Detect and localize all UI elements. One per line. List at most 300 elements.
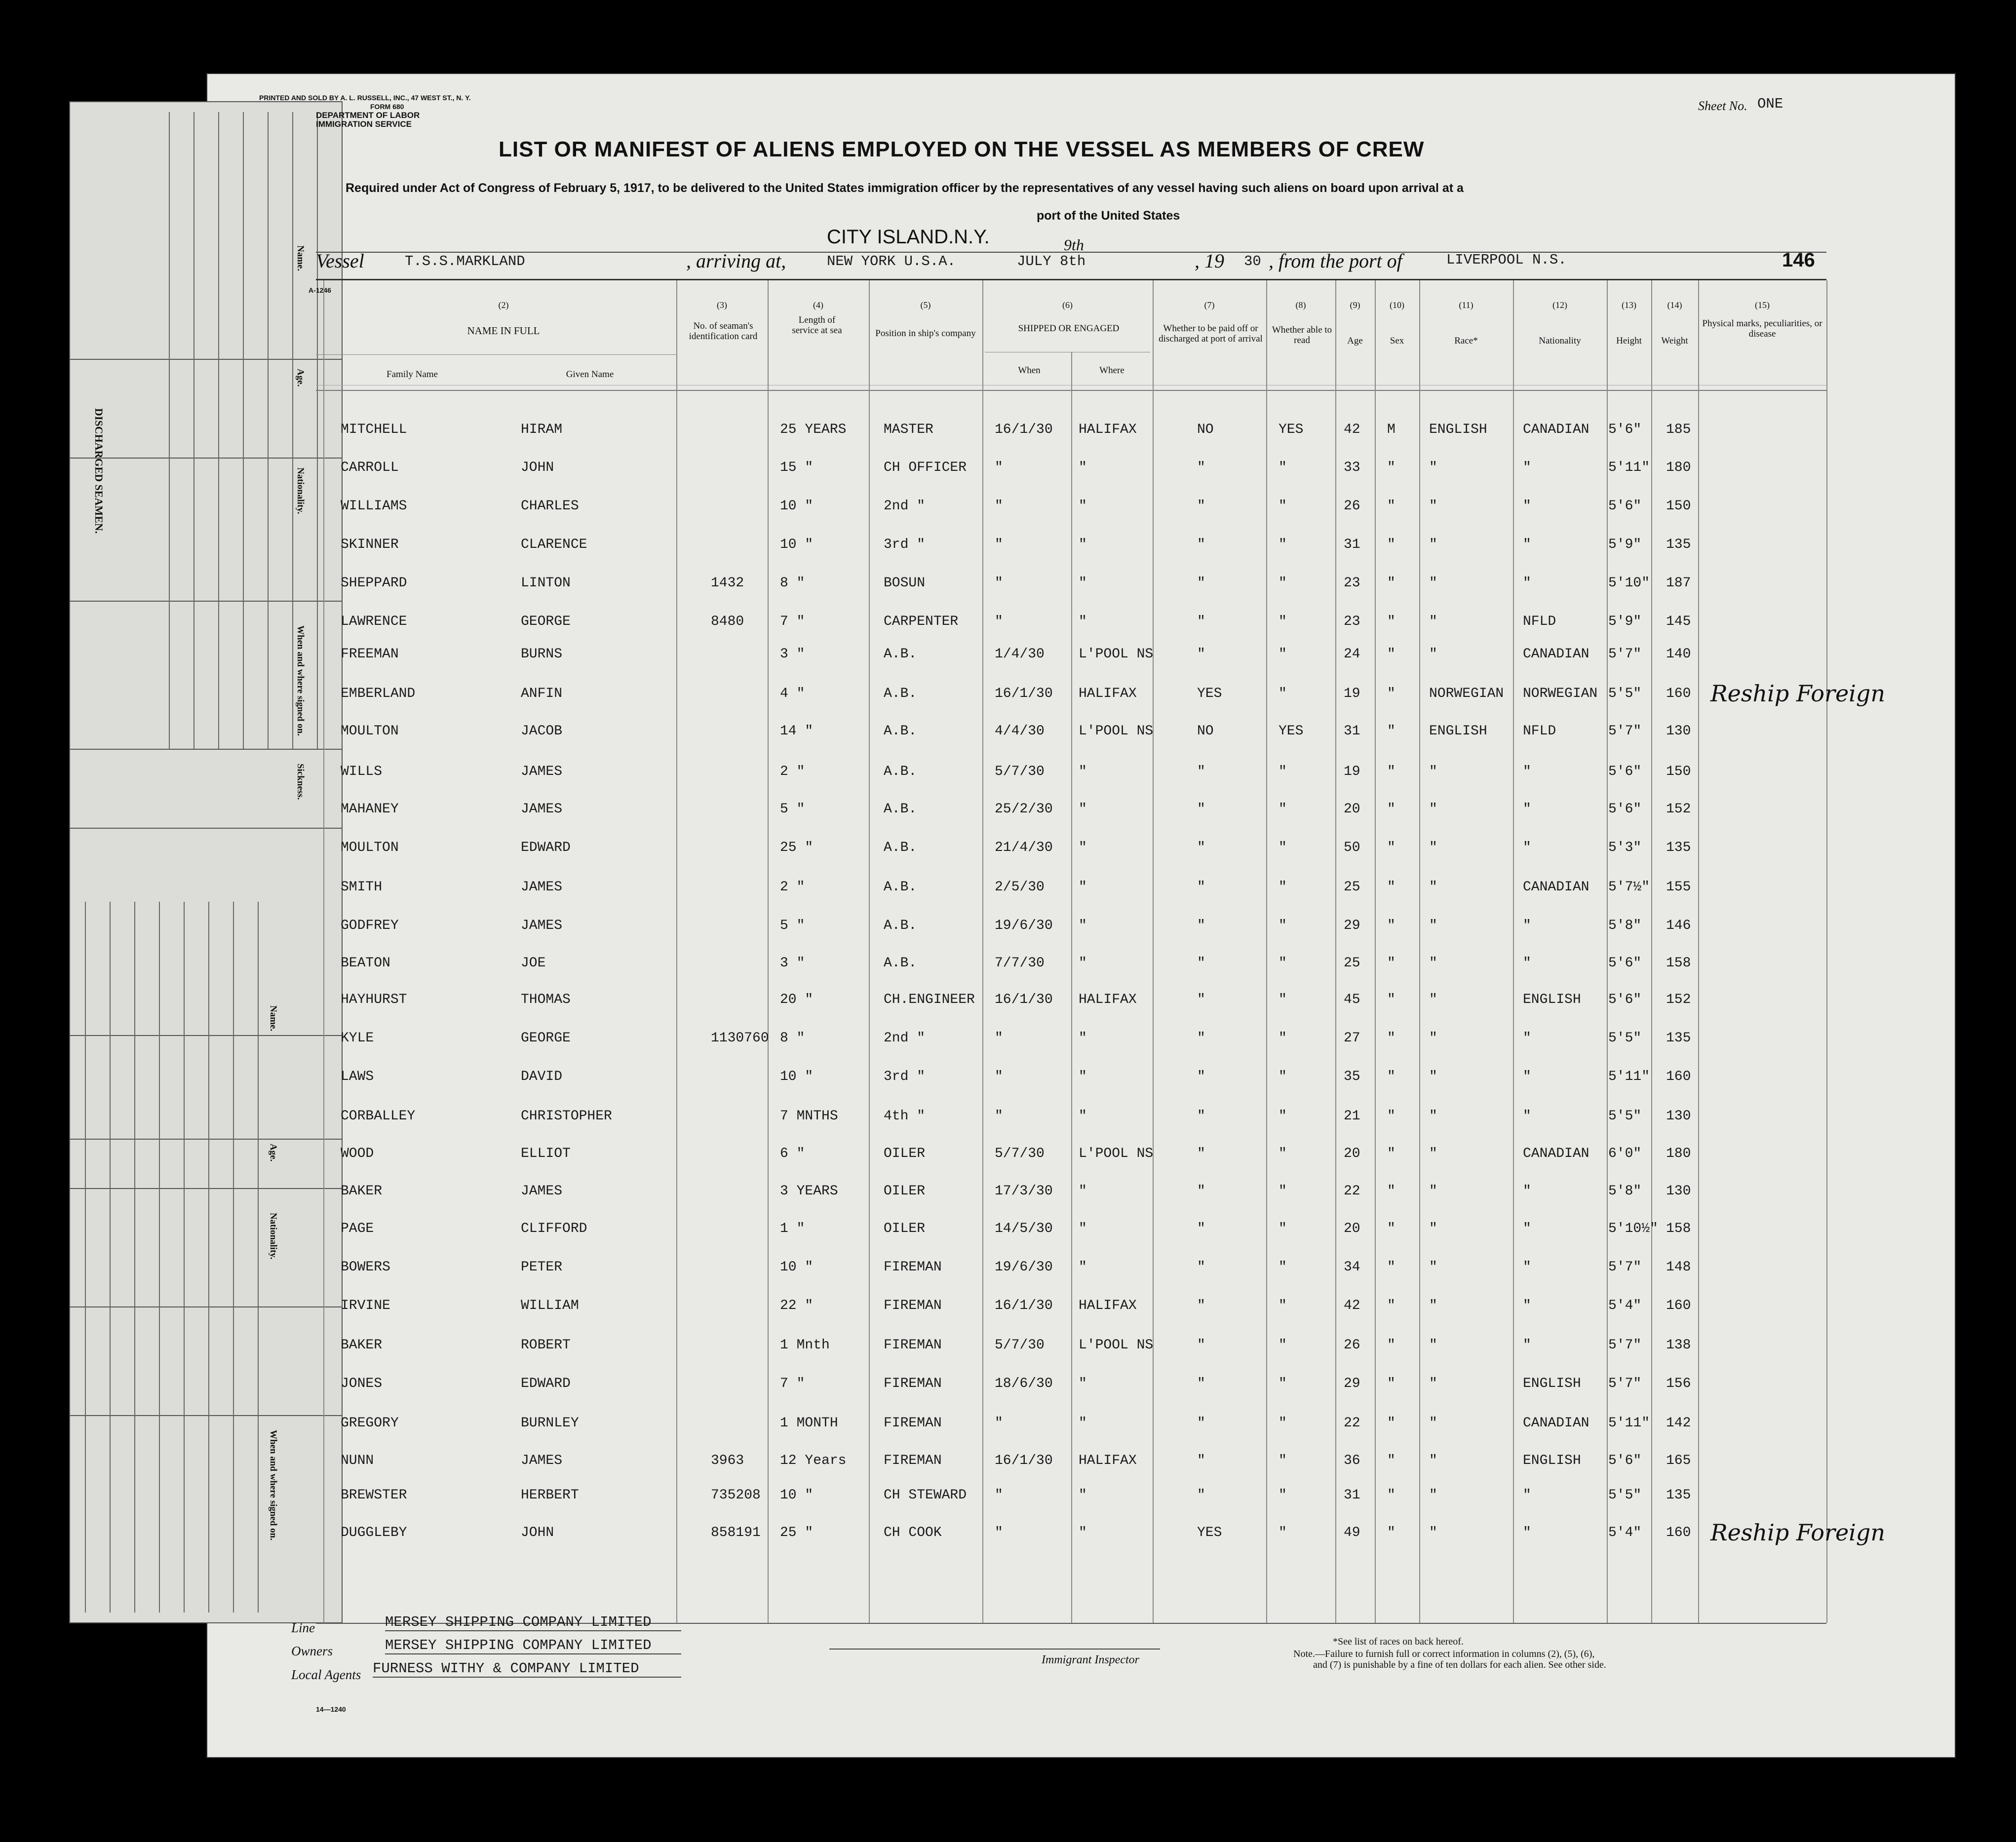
race-cell: " — [1429, 1338, 1437, 1353]
length-of-service-cell: 3 " — [780, 956, 805, 971]
height-cell: 5'6" — [1608, 422, 1642, 437]
age-cell: 25 — [1344, 956, 1360, 971]
shipped-when-cell: 17/3/30 — [995, 1184, 1053, 1199]
stub-label-name: Name. — [295, 245, 306, 271]
list-number: 146 — [1782, 249, 1815, 271]
nationality-cell: " — [1523, 499, 1531, 514]
age-cell: 29 — [1344, 1376, 1360, 1391]
given-name-cell: JOE — [521, 956, 546, 971]
position-cell: 3rd " — [884, 1069, 926, 1084]
age-cell: 31 — [1344, 537, 1360, 552]
age-cell: 42 — [1344, 1298, 1360, 1313]
nationality-cell: CANADIAN — [1523, 1416, 1590, 1431]
race-cell: " — [1429, 918, 1437, 933]
given-name-cell: JACOB — [521, 724, 563, 739]
height-cell: 5'11" — [1608, 1069, 1650, 1084]
length-of-service-cell: 14 " — [780, 724, 814, 739]
given-name-cell: HIRAM — [521, 422, 563, 437]
age-cell: 24 — [1344, 647, 1360, 662]
family-name-cell: EMBERLAND — [341, 686, 416, 701]
stub-label-sickness: Sickness. — [295, 764, 306, 800]
length-of-service-cell: 7 MNTHS — [780, 1109, 838, 1124]
age-cell: 31 — [1344, 1488, 1360, 1503]
small-code: A-1246 — [309, 286, 331, 294]
height-cell: 5'7" — [1608, 647, 1642, 662]
length-of-service-cell: 10 " — [780, 499, 814, 514]
age-cell: 33 — [1344, 460, 1360, 475]
race-cell: " — [1429, 576, 1437, 591]
shipped-when-cell: 1/4/30 — [995, 647, 1045, 662]
col-num-7: (7) — [1204, 300, 1215, 310]
age-cell: 26 — [1344, 1338, 1360, 1353]
race-cell: " — [1429, 1069, 1437, 1084]
sex-cell: " — [1387, 1298, 1396, 1313]
position-cell: FIREMAN — [884, 1376, 942, 1391]
position-cell: CH.ENGINEER — [884, 992, 975, 1007]
race-cell: " — [1429, 1525, 1437, 1540]
sex-cell: " — [1387, 537, 1396, 552]
footer-note-2: Note.—Failure to furnish full or correct information in columns (2), (5), (6), — [1293, 1649, 1595, 1659]
year-prefix: , 19 — [1195, 250, 1224, 272]
shipped-where-cell: HALIFAX — [1079, 686, 1137, 701]
height-cell: 5'6" — [1608, 802, 1642, 817]
family-name-cell: MOULTON — [341, 724, 399, 739]
family-name-cell: WOOD — [341, 1146, 374, 1161]
height-cell: 5'5" — [1608, 1109, 1642, 1124]
weight-cell: 138 — [1666, 1338, 1691, 1353]
paid-off-cell: " — [1197, 918, 1205, 933]
shipped-where-cell: " — [1079, 614, 1087, 629]
paid-off-cell: " — [1197, 802, 1205, 817]
height-cell: 5'7" — [1608, 1376, 1642, 1391]
race-cell: " — [1429, 764, 1437, 779]
nationality-cell: CANADIAN — [1523, 1146, 1590, 1161]
weight-cell: 130 — [1666, 1184, 1691, 1199]
weight-cell: 158 — [1666, 1221, 1691, 1236]
height-cell: 5'10" — [1608, 576, 1650, 591]
shipped-where-cell: HALIFAX — [1079, 422, 1137, 437]
weight-cell: 180 — [1666, 1146, 1691, 1161]
able-to-read-cell: " — [1279, 614, 1287, 629]
able-to-read-cell: " — [1279, 764, 1287, 779]
nationality-cell: " — [1523, 1221, 1531, 1236]
position-cell: OILER — [884, 1184, 926, 1199]
given-name-cell: JAMES — [521, 1184, 563, 1199]
col-sex: Sex — [1390, 336, 1404, 346]
able-to-read-cell: " — [1279, 992, 1287, 1007]
height-cell: 5'8" — [1608, 918, 1642, 933]
sex-cell: " — [1387, 1031, 1396, 1046]
weight-cell: 142 — [1666, 1416, 1691, 1431]
printer-line: PRINTED AND SOLD BY A. L. RUSSELL, INC., 47 WEST ST., N. Y. — [259, 94, 471, 102]
family-name-cell: KYLE — [341, 1031, 374, 1046]
paid-off-cell: " — [1197, 499, 1205, 514]
id-card-number-cell: 8480 — [711, 614, 744, 629]
col-num-11: (11) — [1459, 300, 1473, 310]
race-cell: ENGLISH — [1429, 724, 1487, 739]
nationality-cell: ENGLISH — [1523, 1376, 1581, 1391]
able-to-read-cell: " — [1279, 840, 1287, 855]
shipped-when-cell: " — [995, 614, 1003, 629]
paid-off-cell: YES — [1197, 1525, 1222, 1540]
id-card-number-cell: 735208 — [711, 1488, 761, 1503]
sex-cell: " — [1387, 840, 1396, 855]
position-cell: CH COOK — [884, 1525, 942, 1540]
col-num-4: (4) — [813, 300, 823, 310]
given-name-cell: EDWARD — [521, 840, 571, 855]
position-cell: FIREMAN — [884, 1416, 942, 1431]
length-of-service-cell: 2 " — [780, 880, 805, 895]
col-num-5: (5) — [920, 300, 931, 310]
nationality-cell: " — [1523, 840, 1531, 855]
age-cell: 45 — [1344, 992, 1360, 1007]
col-num-14: (14) — [1667, 300, 1682, 310]
able-to-read-cell: " — [1279, 1416, 1287, 1431]
family-name-cell: DUGGLEBY — [341, 1525, 407, 1540]
height-cell: 5'6" — [1608, 1453, 1642, 1468]
race-cell: " — [1429, 956, 1437, 971]
paid-off-cell: " — [1197, 460, 1205, 475]
paid-off-cell: " — [1197, 840, 1205, 855]
position-cell: A.B. — [884, 686, 917, 701]
paid-off-cell: " — [1197, 764, 1205, 779]
id-card-number-cell: 858191 — [711, 1525, 761, 1540]
shipped-when-cell: 19/6/30 — [995, 1260, 1053, 1275]
form-number: FORM 680 — [370, 103, 404, 111]
length-of-service-cell: 1 Mnth — [780, 1338, 830, 1353]
sex-cell: " — [1387, 1184, 1396, 1199]
subtitle-line-1: Required under Act of Congress of February 5, 1917, to be delivered to the United States immigration officer by the representatives of any vessel having such aliens on board upon arrival at a — [346, 181, 1464, 195]
id-card-number-cell: 1432 — [711, 576, 744, 591]
given-name-cell: PETER — [521, 1260, 563, 1275]
shipped-where-cell: L'POOL NS — [1079, 1146, 1154, 1161]
position-cell: 4th " — [884, 1109, 926, 1124]
nationality-cell: NFLD — [1523, 614, 1556, 629]
height-cell: 5'6" — [1608, 956, 1642, 971]
paid-off-cell: YES — [1197, 686, 1222, 701]
col-id-card: No. of seaman's identification card — [689, 321, 758, 342]
paid-off-cell: NO — [1197, 422, 1214, 437]
shipped-when-cell: 21/4/30 — [995, 840, 1053, 855]
weight-cell: 148 — [1666, 1260, 1691, 1275]
from-port: LIVERPOOL N.S. — [1446, 252, 1567, 268]
able-to-read-cell: YES — [1279, 724, 1304, 739]
position-cell: A.B. — [884, 802, 917, 817]
race-cell: " — [1429, 614, 1437, 629]
able-to-read-cell: " — [1279, 1109, 1287, 1124]
shipped-where-cell: L'POOL NS — [1079, 724, 1154, 739]
given-name-cell: CLARENCE — [521, 537, 587, 552]
stub-lower-label-signed-on: When and where signed on. — [268, 1430, 278, 1541]
sex-cell: " — [1387, 956, 1396, 971]
col-num-15: (15) — [1755, 300, 1770, 310]
col-num-2: (2) — [498, 300, 509, 310]
length-of-service-cell: 25 " — [780, 840, 814, 855]
paid-off-cell: " — [1197, 1109, 1205, 1124]
stub-side-title: DISCHARGED SEAMEN. — [93, 408, 105, 534]
position-cell: FIREMAN — [884, 1260, 942, 1275]
sex-cell: " — [1387, 724, 1396, 739]
sex-cell: " — [1387, 686, 1396, 701]
sex-cell: " — [1387, 460, 1396, 475]
given-name-cell: BURNS — [521, 647, 563, 662]
race-cell: " — [1429, 1109, 1437, 1124]
able-to-read-cell: " — [1279, 1525, 1287, 1540]
col-num-13: (13) — [1622, 300, 1636, 310]
age-cell: 36 — [1344, 1453, 1360, 1468]
shipped-where-cell: " — [1079, 1260, 1087, 1275]
race-cell: ENGLISH — [1429, 422, 1487, 437]
given-name-cell: HERBERT — [521, 1488, 579, 1503]
immigrant-inspector-label: Immigrant Inspector — [1042, 1653, 1139, 1666]
age-cell: 26 — [1344, 499, 1360, 514]
shipped-when-cell: 16/1/30 — [995, 1298, 1053, 1313]
length-of-service-cell: 8 " — [780, 576, 805, 591]
able-to-read-cell: " — [1279, 460, 1287, 475]
nationality-cell: " — [1523, 1260, 1531, 1275]
length-of-service-cell: 10 " — [780, 537, 814, 552]
family-name-cell: LAWRENCE — [341, 614, 407, 629]
given-name-cell: ANFIN — [521, 686, 563, 701]
race-cell: " — [1429, 1298, 1437, 1313]
age-cell: 19 — [1344, 686, 1360, 701]
sex-cell: " — [1387, 1260, 1396, 1275]
footer-agents-value: FURNESS WITHY & COMPANY LIMITED — [373, 1660, 681, 1678]
able-to-read-cell: " — [1279, 1260, 1287, 1275]
paid-off-cell: NO — [1197, 724, 1214, 739]
weight-cell: 152 — [1666, 992, 1691, 1007]
shipped-where-cell: " — [1079, 956, 1087, 971]
sex-cell: " — [1387, 499, 1396, 514]
position-cell: BOSUN — [884, 576, 926, 591]
family-name-cell: SMITH — [341, 880, 383, 895]
shipped-when-cell: 5/7/30 — [995, 1146, 1045, 1161]
age-cell: 20 — [1344, 1146, 1360, 1161]
length-of-service-cell: 7 " — [780, 614, 805, 629]
shipped-when-cell: 19/6/30 — [995, 918, 1053, 933]
age-cell: 22 — [1344, 1416, 1360, 1431]
able-to-read-cell: " — [1279, 1069, 1287, 1084]
weight-cell: 165 — [1666, 1453, 1691, 1468]
shipped-when-cell: " — [995, 537, 1003, 552]
age-cell: 19 — [1344, 764, 1360, 779]
position-cell: 2nd " — [884, 499, 926, 514]
weight-cell: 180 — [1666, 460, 1691, 475]
race-cell: " — [1429, 1453, 1437, 1468]
physical-marks-cell: Reship Foreign — [1710, 1519, 1885, 1546]
given-name-cell: JAMES — [521, 802, 563, 817]
race-cell: " — [1429, 1031, 1437, 1046]
shipped-when-cell: 16/1/30 — [995, 992, 1053, 1007]
footer-owners-label: Owners — [291, 1644, 333, 1658]
race-cell: " — [1429, 460, 1437, 475]
arrival-date-overwrite: 9th — [1064, 236, 1084, 254]
height-cell: 5'6" — [1608, 499, 1642, 514]
height-cell: 5'5" — [1608, 1488, 1642, 1503]
paid-off-cell: " — [1197, 614, 1205, 629]
height-cell: 5'8" — [1608, 1184, 1642, 1199]
family-name-cell: BAKER — [341, 1184, 383, 1199]
length-of-service-cell: 4 " — [780, 686, 805, 701]
length-of-service-cell: 1 " — [780, 1221, 805, 1236]
nationality-cell: " — [1523, 956, 1531, 971]
col-nationality: Nationality — [1539, 336, 1581, 346]
weight-cell: 135 — [1666, 537, 1691, 552]
paid-off-cell: " — [1197, 1376, 1205, 1391]
able-to-read-cell: " — [1279, 576, 1287, 591]
paid-off-cell: " — [1197, 1338, 1205, 1353]
age-cell: 23 — [1344, 614, 1360, 629]
nationality-cell: " — [1523, 537, 1531, 552]
age-cell: 29 — [1344, 918, 1360, 933]
given-name-cell: JAMES — [521, 918, 563, 933]
shipped-when-cell: 16/1/30 — [995, 686, 1053, 701]
able-to-read-cell: " — [1279, 1376, 1287, 1391]
sex-cell: " — [1387, 647, 1396, 662]
weight-cell: 156 — [1666, 1376, 1691, 1391]
age-cell: 23 — [1344, 576, 1360, 591]
sex-cell: " — [1387, 1069, 1396, 1084]
able-to-read-cell: " — [1279, 1031, 1287, 1046]
footer-line-value: MERSEY SHIPPING COMPANY LIMITED — [385, 1614, 681, 1631]
race-cell: " — [1429, 880, 1437, 895]
nationality-cell: ENGLISH — [1523, 1453, 1581, 1468]
age-cell: 21 — [1344, 1109, 1360, 1124]
shipped-where-cell: " — [1079, 1184, 1087, 1199]
stub-label-signed-on: When and where signed on. — [295, 625, 306, 736]
height-cell: 5'5" — [1608, 1031, 1642, 1046]
shipped-when-cell: 18/6/30 — [995, 1376, 1053, 1391]
family-name-cell: MITCHELL — [341, 422, 407, 437]
age-cell: 50 — [1344, 840, 1360, 855]
length-of-service-cell: 20 " — [780, 992, 814, 1007]
height-cell: 5'4" — [1608, 1298, 1642, 1313]
able-to-read-cell: " — [1279, 1146, 1287, 1161]
given-name-cell: JAMES — [521, 880, 563, 895]
shipped-where-cell: " — [1079, 880, 1087, 895]
paid-off-cell: " — [1197, 1069, 1205, 1084]
family-name-cell: WILLS — [341, 764, 383, 779]
shipped-where-cell: " — [1079, 1488, 1087, 1503]
height-cell: 5'11" — [1608, 460, 1650, 475]
paid-off-cell: " — [1197, 1298, 1205, 1313]
position-cell: A.B. — [884, 880, 917, 895]
given-name-cell: GEORGE — [521, 614, 571, 629]
position-cell: A.B. — [884, 724, 917, 739]
age-cell: 31 — [1344, 724, 1360, 739]
col-num-6: (6) — [1062, 300, 1073, 310]
page-title: LIST OR MANIFEST OF ALIENS EMPLOYED ON THE VESSEL AS MEMBERS OF CREW — [499, 137, 1425, 161]
weight-cell: 135 — [1666, 1488, 1691, 1503]
shipped-when-cell: 5/7/30 — [995, 1338, 1045, 1353]
shipped-where-cell: " — [1079, 1416, 1087, 1431]
id-card-number-cell: 3963 — [711, 1453, 744, 1468]
able-to-read-cell: " — [1279, 1221, 1287, 1236]
position-cell: FIREMAN — [884, 1338, 942, 1353]
given-name-cell: JOHN — [521, 460, 554, 475]
sex-cell: M — [1387, 422, 1396, 437]
paid-off-cell: " — [1197, 576, 1205, 591]
col-height: Height — [1616, 336, 1642, 346]
race-cell: " — [1429, 840, 1437, 855]
able-to-read-cell: " — [1279, 647, 1287, 662]
nationality-cell: " — [1523, 1069, 1531, 1084]
col-num-12: (12) — [1552, 300, 1567, 310]
nationality-cell: " — [1523, 1184, 1531, 1199]
position-cell: A.B. — [884, 918, 917, 933]
position-cell: OILER — [884, 1221, 926, 1236]
paid-off-cell: " — [1197, 1184, 1205, 1199]
given-name-cell: BURNLEY — [521, 1416, 579, 1431]
nationality-cell: " — [1523, 1031, 1531, 1046]
given-name-cell: DAVID — [521, 1069, 563, 1084]
shipped-when-cell: " — [995, 1525, 1003, 1540]
family-name-cell: NUNN — [341, 1453, 374, 1468]
height-cell: 5'11" — [1608, 1416, 1650, 1431]
paid-off-cell: " — [1197, 1146, 1205, 1161]
age-cell: 22 — [1344, 1184, 1360, 1199]
height-cell: 5'9" — [1608, 614, 1642, 629]
shipped-when-cell: " — [995, 1488, 1003, 1503]
sex-cell: " — [1387, 880, 1396, 895]
shipped-where-cell: " — [1079, 1109, 1087, 1124]
shipped-where-cell: " — [1079, 576, 1087, 591]
age-cell: 20 — [1344, 1221, 1360, 1236]
length-of-service-cell: 3 YEARS — [780, 1184, 838, 1199]
race-cell: " — [1429, 1416, 1437, 1431]
weight-cell: 152 — [1666, 802, 1691, 817]
paid-off-cell: " — [1197, 1488, 1205, 1503]
shipped-when-cell: 5/7/30 — [995, 764, 1045, 779]
shipped-when-cell: " — [995, 1031, 1003, 1046]
arriving-label: , arriving at, — [686, 250, 786, 272]
race-cell: " — [1429, 1376, 1437, 1391]
shipped-where-cell: HALIFAX — [1079, 1298, 1137, 1313]
col-num-9: (9) — [1350, 300, 1360, 310]
family-name-cell: LAWS — [341, 1069, 374, 1084]
race-cell: " — [1429, 537, 1437, 552]
length-of-service-cell: 10 " — [780, 1069, 814, 1084]
sex-cell: " — [1387, 992, 1396, 1007]
shipped-when-cell: 7/7/30 — [995, 956, 1045, 971]
stub-label-age: Age. — [295, 369, 306, 387]
length-of-service-cell: 12 Years — [780, 1453, 847, 1468]
position-cell: CH STEWARD — [884, 1488, 967, 1503]
arrival-port: NEW YORK U.S.A. — [827, 253, 956, 269]
shipped-where-cell: " — [1079, 1221, 1087, 1236]
discharged-seamen-stub — [69, 101, 343, 1623]
length-of-service-cell: 3 " — [780, 647, 805, 662]
weight-cell: 155 — [1666, 880, 1691, 895]
vessel-name: T.S.S.MARKLAND — [405, 253, 525, 269]
stub-lower-label-age: Age. — [268, 1144, 278, 1162]
weight-cell: 150 — [1666, 764, 1691, 779]
given-name-cell: WILLIAM — [521, 1298, 579, 1313]
stub-lower-label-nationality: Nationality. — [268, 1213, 278, 1260]
weight-cell: 160 — [1666, 1069, 1691, 1084]
given-name-cell: GEORGE — [521, 1031, 571, 1046]
height-cell: 5'9" — [1608, 537, 1642, 552]
family-name-cell: WILLIAMS — [341, 499, 407, 514]
given-name-cell: CHRISTOPHER — [521, 1109, 612, 1124]
stub-lower-label-name: Name. — [268, 1005, 278, 1032]
shipped-when-cell: " — [995, 460, 1003, 475]
shipped-where-cell: " — [1079, 537, 1087, 552]
family-name-cell: PAGE — [341, 1221, 374, 1236]
paid-off-cell: " — [1197, 992, 1205, 1007]
shipped-where-cell: " — [1079, 1525, 1087, 1540]
race-cell: " — [1429, 647, 1437, 662]
